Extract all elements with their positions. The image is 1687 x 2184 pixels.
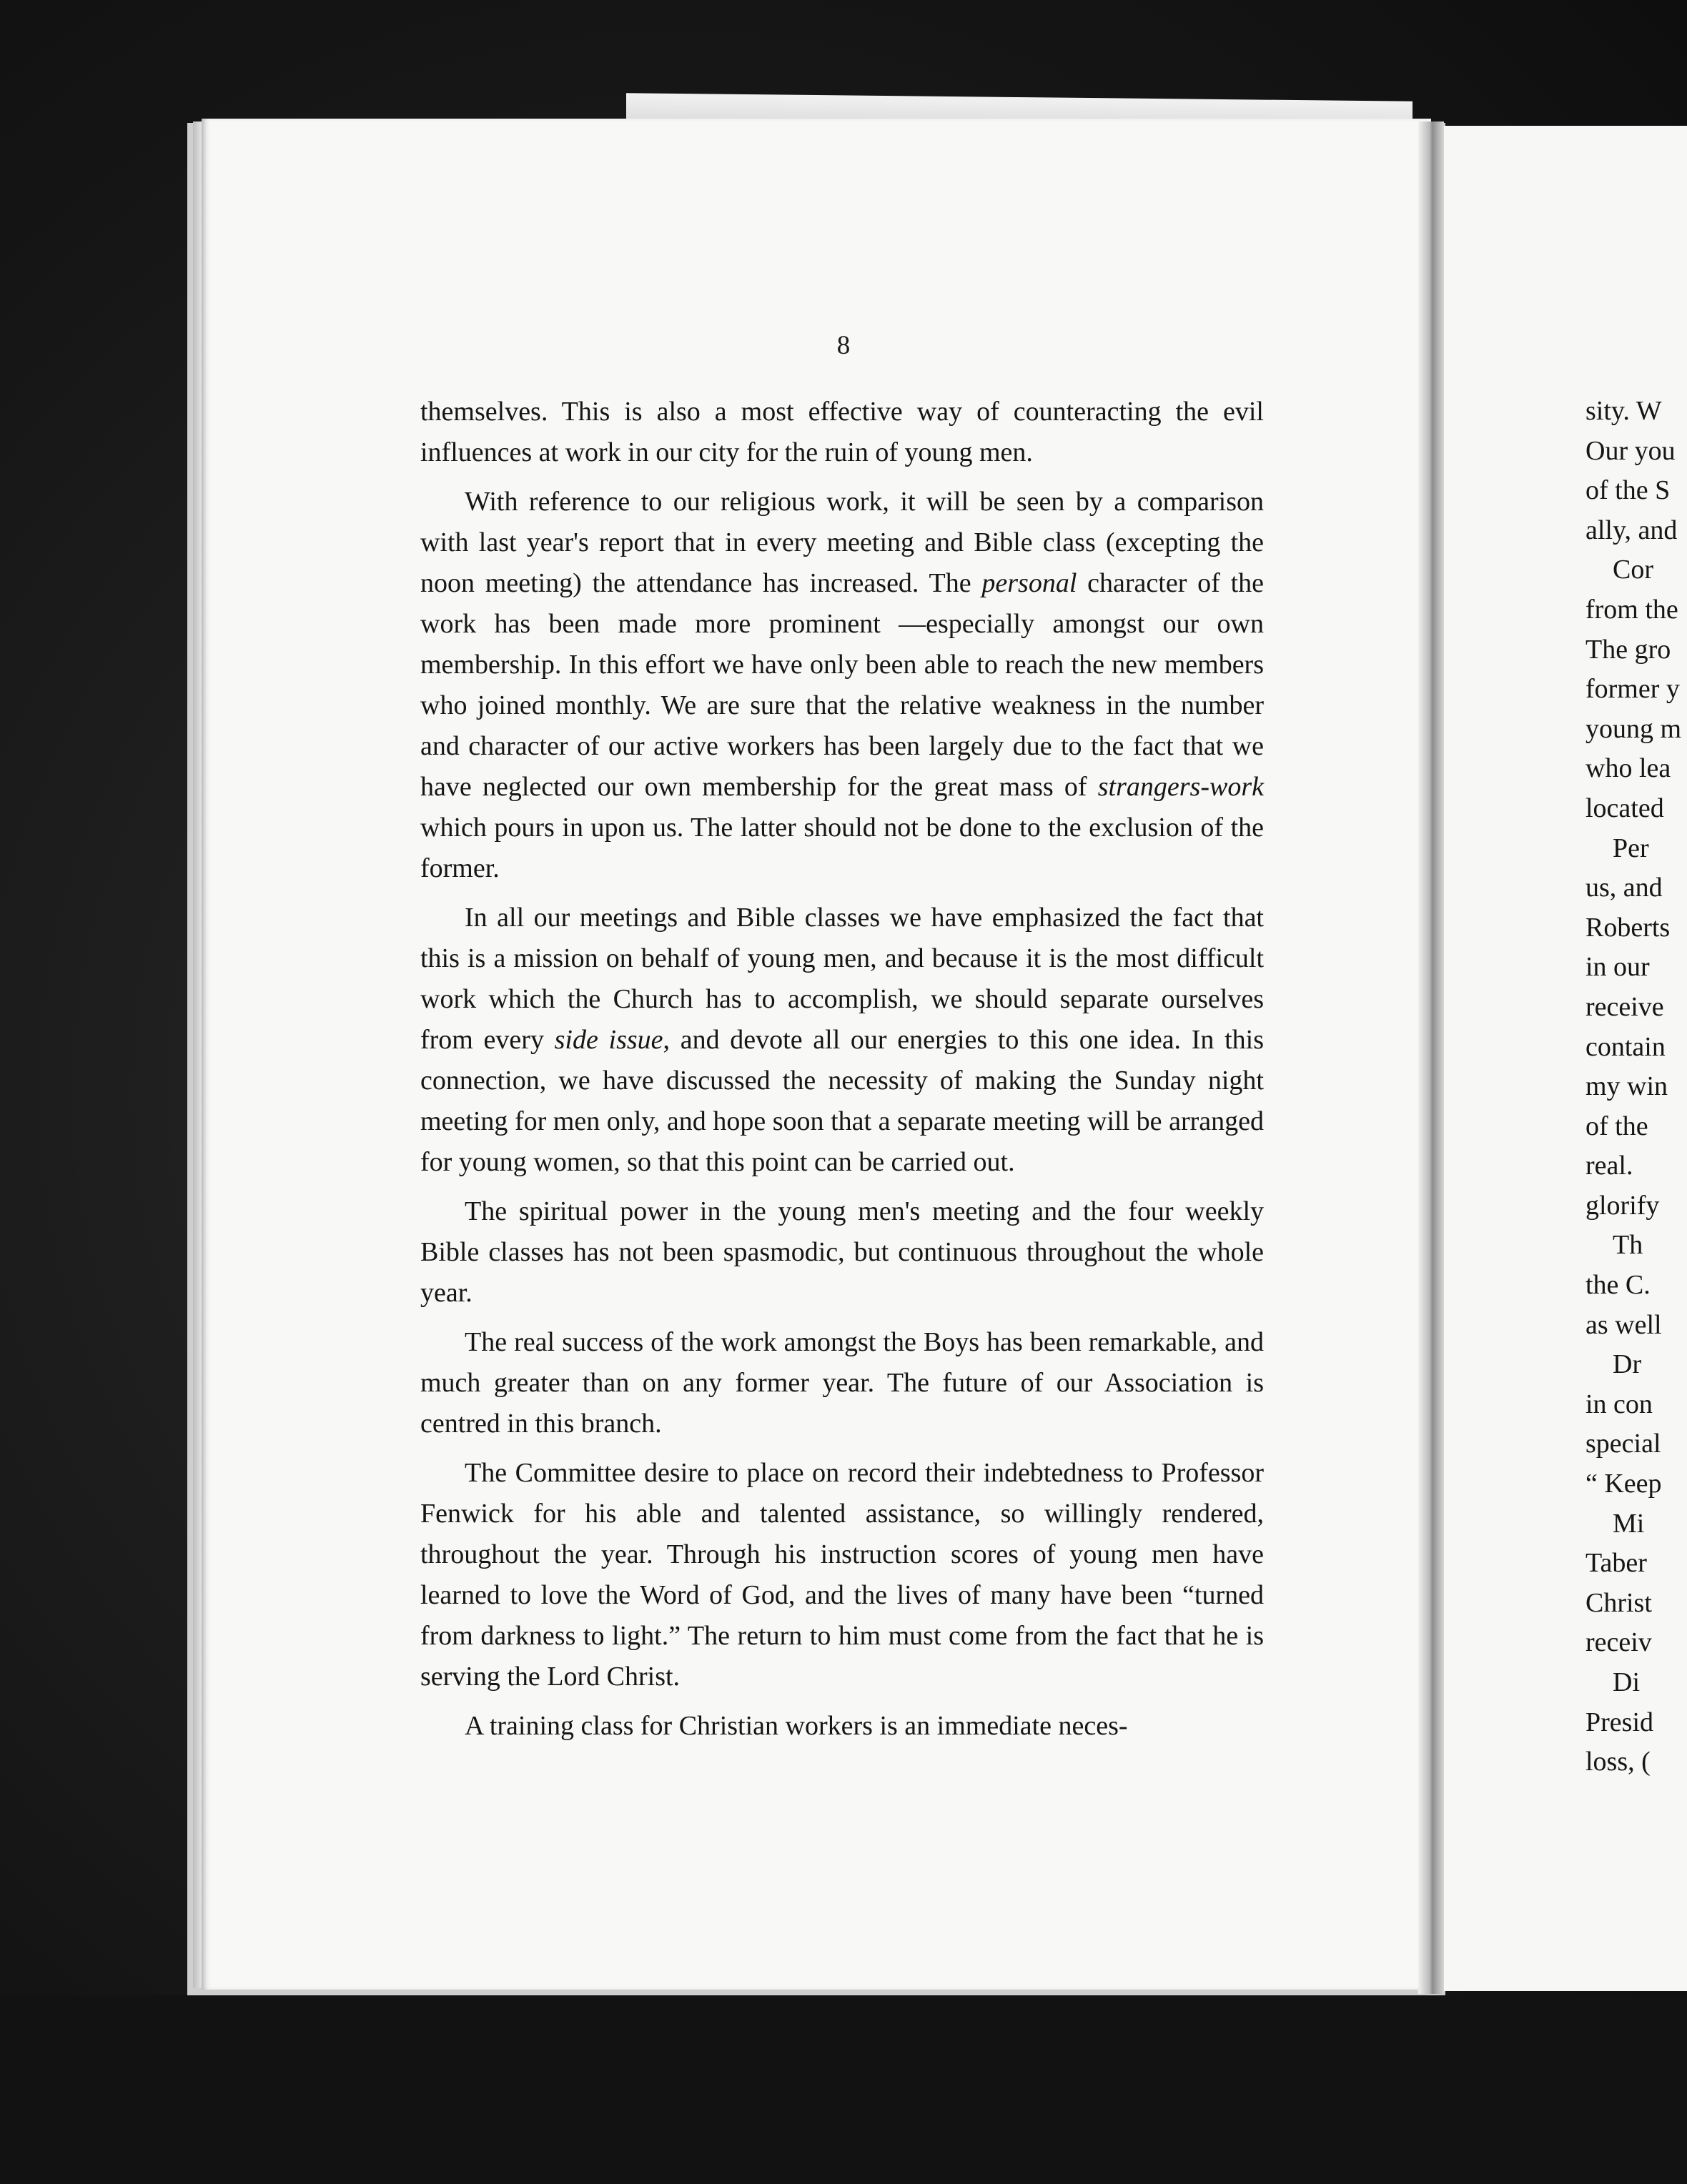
facing-page-line: Roberts [1585, 912, 1671, 943]
paragraph-text: In all our meetings and Bible classes we have emphasized the fact that this is a mission on behalf of young men, and because it is the most difficult work which the Church has to accomplish, we should separate ourselves from every [420, 903, 1264, 1055]
facing-page-line: special [1585, 1429, 1661, 1459]
facing-page-line: The gro [1585, 634, 1671, 665]
facing-page-line: Christ [1585, 1587, 1652, 1618]
paragraph [420, 1453, 1264, 1697]
facing-page-line: who lea [1585, 753, 1671, 784]
paragraph [420, 1706, 1264, 1747]
facing-page-line: in our [1585, 952, 1650, 983]
page-body-text [420, 392, 1264, 1755]
italic-text: personal [981, 568, 1077, 598]
facing-page-line: glorify [1585, 1190, 1660, 1221]
paragraph [420, 898, 1264, 1183]
facing-page-line: located [1585, 793, 1664, 823]
page-number: 8 [836, 331, 851, 360]
facing-page-line: loss, ( [1585, 1747, 1651, 1777]
facing-page-line: as well [1585, 1309, 1662, 1340]
facing-page-line: of the S [1585, 475, 1671, 506]
facing-page-line: of the [1585, 1111, 1648, 1141]
facing-page-line: young m [1585, 713, 1682, 744]
paragraph [420, 1322, 1264, 1444]
paragraph-text: which pours in upon us. The latter should not be done to the exclusion of the former. [420, 813, 1264, 883]
facing-page-line: sity. W [1585, 396, 1662, 426]
italic-text: side issue [554, 1025, 663, 1055]
book-gutter [1418, 121, 1444, 1994]
paragraph-text: With reference to our religious work, it will be seen by a comparison with last year's report that in every meeting and Bible class (excepting the noon meeting) the attendance has increased. The [420, 487, 1264, 598]
facing-page-line: Per [1585, 833, 1649, 863]
facing-page-line: us, and [1585, 873, 1663, 903]
facing-page-line: the C. [1585, 1270, 1651, 1301]
paragraph-text: A training class for Christian workers is an immediate neces- [465, 1711, 1128, 1741]
paragraph-text: The Committee desire to place on record their indebtedness to Professor Fenwick for his able and talented assistance, so willingly rendered, throughout the year. Through his instruction scores of young men have learned to love the Word of God, and the lives of many have been “turned from darkness to light.” The return to him must come from the fact that he is serving the Lord Christ. [420, 1458, 1264, 1692]
facing-page-line: Mi [1585, 1508, 1645, 1539]
paragraph [420, 1191, 1264, 1314]
facing-page-line: former y [1585, 674, 1680, 705]
facing-page-line: Presid [1585, 1707, 1653, 1737]
paragraph-text: themselves. This is also a most effective way of counteracting the evil influences at work in our city for the ruin of young men. [420, 397, 1264, 467]
facing-page-line: Our you [1585, 435, 1676, 466]
facing-page-line: contain [1585, 1031, 1666, 1062]
paragraph-text: character of the work has been made more prominent —especially amongst our own membership. In this effort we have only been able to reach the new members who joined monthly. We are sure that the relative weakness in the number and character of our active workers has been largely due to the fact that we have neglected our own membership for the great mass of [420, 568, 1264, 802]
facing-page-line: Dr [1585, 1349, 1642, 1380]
paragraph-text: , and devote all our energies to this one idea. In this connection, we have discussed the necessity of making the Sunday night meeting for men only, and hope soon that a separate meeting will be arranged for young women, so that this point can be carried out. [420, 1025, 1264, 1177]
paragraph-text: The real success of the work amongst the Boys has been remarkable, and much greater than on any former year. The future of our Association is centred in this branch. [420, 1327, 1264, 1439]
facing-page-line: Di [1585, 1667, 1640, 1697]
bottom-background [0, 1995, 1687, 2184]
facing-page-line: Cor [1585, 555, 1653, 585]
facing-page-line: ally, and [1585, 515, 1678, 545]
facing-page-line: “ Keep [1585, 1469, 1662, 1499]
italic-text: strangers-work [1097, 772, 1264, 802]
facing-page-line: my win [1585, 1071, 1668, 1102]
facing-page-line: in con [1585, 1389, 1653, 1419]
facing-page-line: Taber [1585, 1548, 1647, 1579]
paragraph [420, 392, 1264, 473]
facing-page-line: Th [1585, 1230, 1643, 1261]
facing-page-line: receiv [1585, 1627, 1652, 1658]
facing-page-line: real. [1585, 1151, 1633, 1181]
facing-page-line: receive [1585, 991, 1664, 1022]
paragraph [420, 482, 1264, 889]
facing-page-text-fragments [1585, 392, 1687, 1782]
facing-page-line: from the [1585, 594, 1678, 625]
paragraph-text: The spiritual power in the young men's meeting and the four weekly Bible classes has not been spasmodic, but continuous throughout the whole year. [420, 1196, 1264, 1308]
